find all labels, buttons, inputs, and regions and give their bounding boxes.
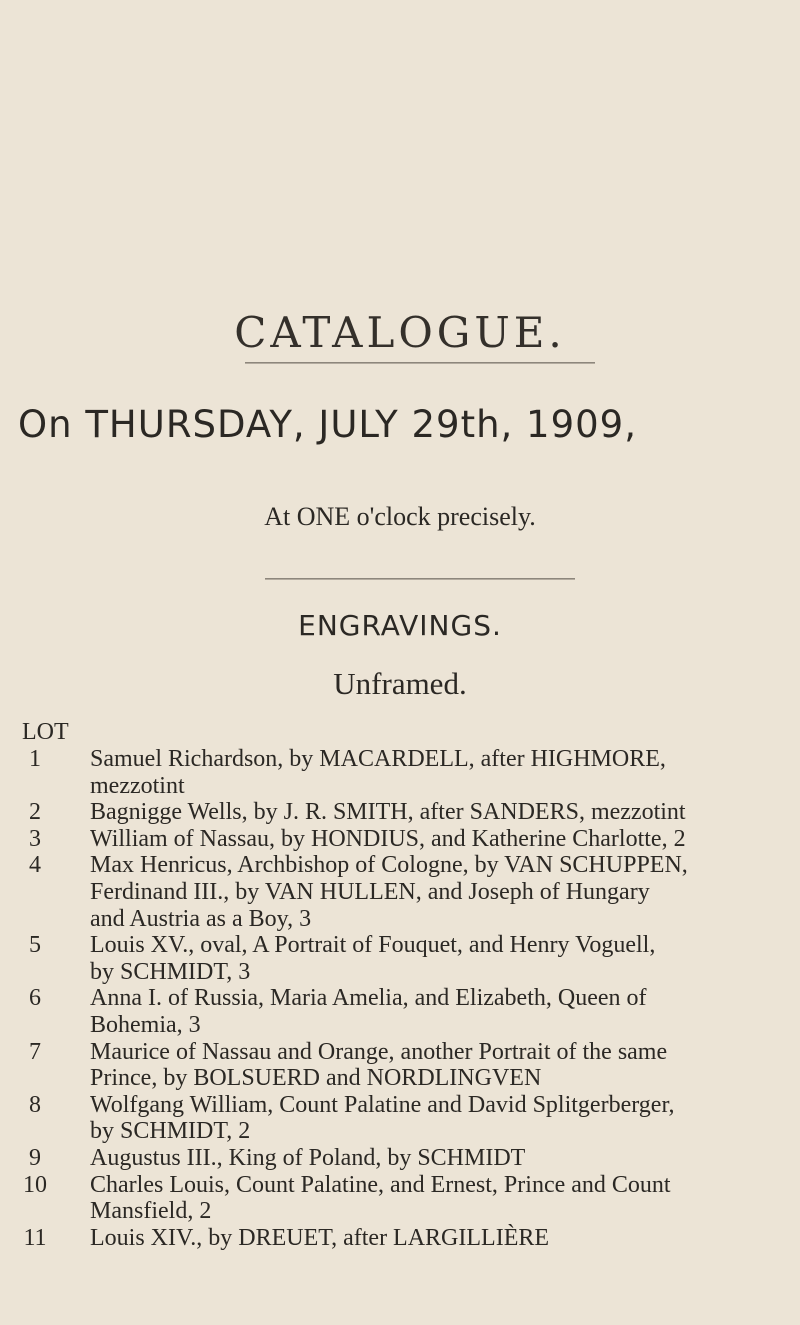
- lot-description: William of Nassau, by HONDIUS, and Katherine Charlotte, 2: [90, 825, 686, 852]
- lot-description: Max Henricus, Archbishop of Cologne, by VAN SCHUPPEN, Ferdinand III., by VAN HULLEN, and Joseph of Hungary and Austria as a Boy, 3: [90, 852, 688, 932]
- lot-item: [0, 1172, 800, 1225]
- lot-description: Wolfgang William, Count Palatine and David Splitgerberger, by SCHMIDT, 2: [90, 1091, 675, 1145]
- title-divider: [245, 362, 595, 364]
- lot-number: 1: [29, 746, 41, 772]
- date-divider: [265, 578, 575, 580]
- subsection-title: Unframed.: [333, 666, 467, 701]
- lot-list: [0, 746, 800, 1251]
- lot-description: Bagnigge Wells, by J. R. SMITH, after SANDERS, mezzotint: [90, 799, 686, 826]
- catalogue-title: CATALOGUE.: [234, 308, 566, 357]
- lot-number: 3: [29, 825, 41, 852]
- sale-date: On THURSDAY, JULY 29th, 1909,: [18, 403, 637, 446]
- lot-description: Maurice of Nassau and Orange, another Portrait of the same Prince, by BOLSUERD and NORDLINGVEN: [90, 1038, 668, 1092]
- lot-item: [0, 1225, 800, 1252]
- lot-number: 11: [23, 1224, 47, 1251]
- lot-description: Louis XV., oval, A Portrait of Fouquet, and Henry Voguell, by SCHMIDT, 3: [90, 932, 656, 985]
- lot-number: 9: [29, 1144, 41, 1171]
- lot-number: 2: [29, 799, 41, 826]
- sale-time: At ONE o'clock precisely.: [264, 502, 536, 531]
- lot-item: [0, 826, 800, 853]
- lot-description: Augustus III., King of Poland, by SCHMIDT: [90, 1144, 526, 1171]
- lot-item: [0, 1092, 800, 1145]
- lot-item: [0, 852, 800, 932]
- lot-column-header: LOT: [22, 719, 69, 745]
- lot-item: [0, 746, 800, 799]
- lot-number: 6: [29, 985, 41, 1012]
- lot-number: 4: [29, 852, 41, 879]
- lot-number: 10: [23, 1171, 47, 1198]
- lot-description: Charles Louis, Count Palatine, and Ernest, Prince and Count Mansfield, 2: [90, 1171, 671, 1225]
- lot-number: 8: [29, 1091, 41, 1118]
- lot-description: Louis XIV., by DREUET, after LARGILLIÈRE: [90, 1224, 550, 1251]
- lot-item: [0, 985, 800, 1038]
- lot-item: [0, 932, 800, 985]
- lot-item: [0, 1039, 800, 1092]
- lot-description: Samuel Richardson, by MACARDELL, after HIGHMORE, mezzotint: [90, 746, 666, 799]
- lot-description: Anna I. of Russia, Maria Amelia, and Elizabeth, Queen of Bohemia, 3: [90, 985, 647, 1038]
- lot-number: 7: [29, 1038, 41, 1065]
- lot-number: 5: [29, 932, 41, 959]
- lot-item: [0, 1145, 800, 1172]
- section-title: ENGRAVINGS.: [298, 609, 502, 642]
- lot-item: [0, 799, 800, 826]
